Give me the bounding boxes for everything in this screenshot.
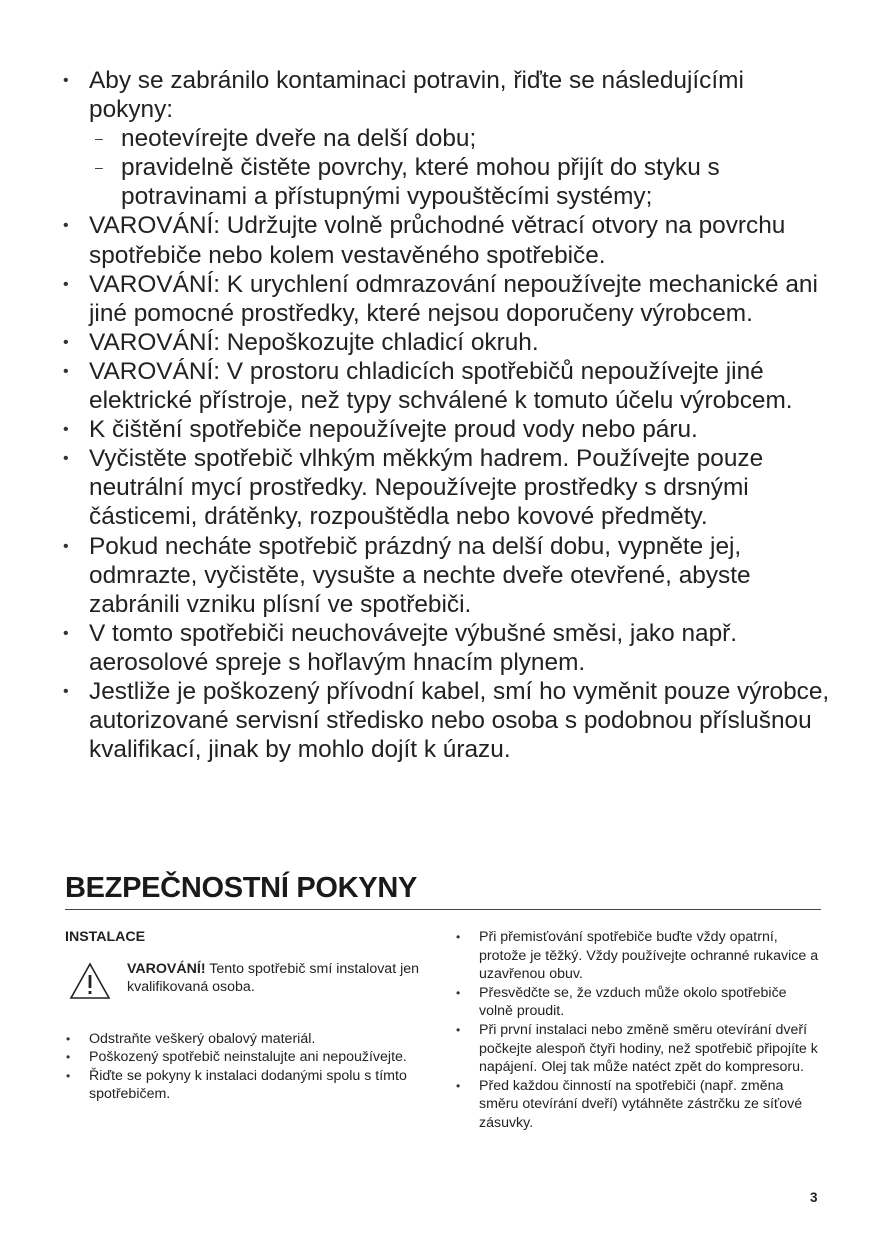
installation-list-left: [65, 1030, 427, 1104]
list-item: [62, 66, 832, 211]
warning-box: [65, 960, 427, 1002]
list-item: • K čištění spotřebiče nepoužívejte proud vody nebo páru.: [62, 415, 832, 444]
list-item: • Při první instalaci nebo změně směru otevírání dveří počkejte alespoň čtyři hodiny, než spotřebič připojíte k napájení. Olej tak může natéct zpět do kompresoru.: [455, 1021, 821, 1077]
list-item: • Před každou činností na spotřebiči (např. změna směru otevírání dveří) vytáhněte zástrčku ze síťové zásuvky.: [455, 1077, 821, 1133]
warning-triangle-icon: [69, 962, 111, 1000]
list-item: • Poškozený spotřebič neinstalujte ani nepoužívejte.: [65, 1048, 427, 1067]
list-item-text: Aby se zabránilo kontaminaci potravin, řiďte se následujícími pokyny:: [89, 67, 744, 124]
sub-list-item: – neotevírejte dveře na delší dobu;: [89, 124, 832, 153]
page-number: 3: [810, 1190, 818, 1205]
warning-label: VAROVÁNÍ!: [127, 960, 206, 977]
warning-text: [127, 961, 419, 996]
list-item: • V tomto spotřebiči neuchovávejte výbušné směsi, jako např. aerosolové spreje s hořlavým hnacím plynem.: [62, 619, 832, 677]
section-title: BEZPEČNOSTNÍ POKYNY: [65, 872, 418, 904]
list-item: • Pokud necháte spotřebič prázdný na delší dobu, vypněte jej, odmrazte, vyčistěte, vysušte a nechte dveře otevřené, abyste zabránili vzniku plísní ve spotřebiči.: [62, 532, 832, 619]
warning-message: Tento spotřebič smí instalovat jen kvalifikovaná osoba.: [127, 960, 420, 996]
list-item: • VAROVÁNÍ: V prostoru chladicích spotřebičů nepoužívejte jiné elektrické přístroje, než typy schválené k tomuto účelu výrobcem.: [62, 357, 832, 415]
list-item: • Jestliže je poškozený přívodní kabel, smí ho vyměnit pouze výrobce, autorizované servisní středisko nebo osoba s podobnou příslušnou kvalifikací, jinak by mohlo dojít k úrazu.: [62, 677, 832, 764]
list-item: • VAROVÁNÍ: Udržujte volně průchodné větrací otvory na povrchu spotřebiče nebo kolem vestavěného spotřebiče.: [62, 211, 832, 269]
list-item: • VAROVÁNÍ: K urychlení odmrazování nepoužívejte mechanické ani jiné pomocné prostředky, které nejsou doporučeny výrobcem.: [62, 270, 832, 328]
list-item: • Přesvědčte se, že vzduch může okolo spotřebiče volně proudit.: [455, 984, 821, 1021]
left-column: [65, 928, 427, 1104]
section-divider: [65, 909, 821, 910]
subsection-title: INSTALACE: [65, 929, 146, 945]
right-column: [455, 928, 821, 1133]
contamination-sub-list: [89, 124, 832, 211]
intro-safety-list: [62, 66, 832, 764]
list-item: • VAROVÁNÍ: Nepoškozujte chladicí okruh.: [62, 328, 832, 357]
sub-list-item: – pravidelně čistěte povrchy, které mohou přijít do styku s potravinami a přístupnými vypouštěcími systémy;: [89, 153, 832, 211]
list-item: • Při přemisťování spotřebiče buďte vždy opatrní, protože je těžký. Vždy používejte ochranné rukavice a uzavřenou obuv.: [455, 928, 821, 984]
list-item: • Odstraňte veškerý obalový materiál.: [65, 1030, 427, 1049]
list-item: • Řiďte se pokyny k instalaci dodanými spolu s tímto spotřebičem.: [65, 1067, 427, 1104]
installation-list-right: [455, 928, 821, 1133]
list-item: • Vyčistěte spotřebič vlhkým měkkým hadrem. Používejte pouze neutrální mycí prostředky. Nepoužívejte prostředky s drsnými částicemi, drátěnky, rozpouštědla nebo kovové předměty.: [62, 444, 832, 531]
